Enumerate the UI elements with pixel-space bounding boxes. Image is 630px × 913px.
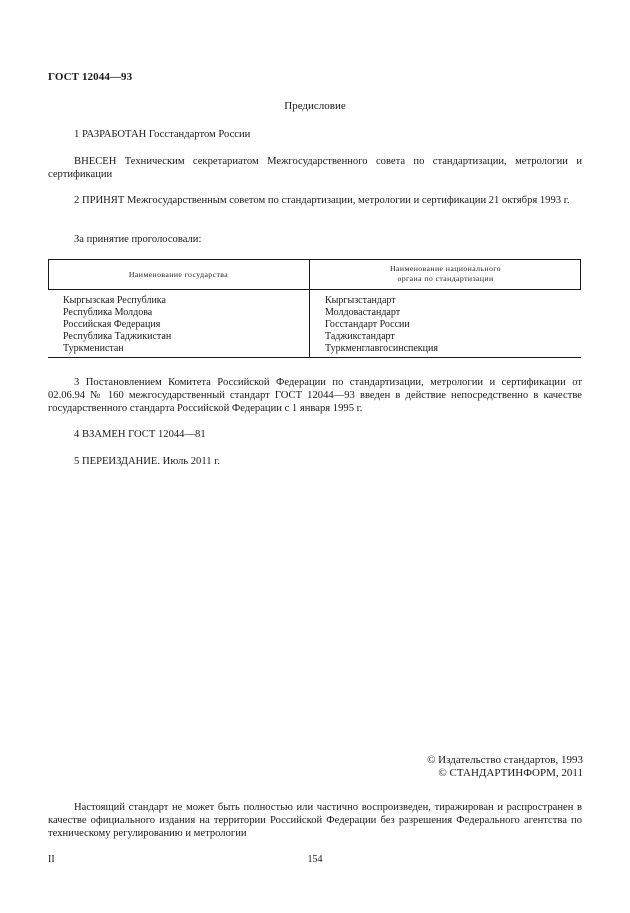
copyright-standartinform: © СТАНДАРТИНФОРМ, 2011: [438, 767, 583, 779]
item-enacted: 3 Постановлением Комитета Российской Федерации по стандартизации, метрологии и сертификации от 02.06.94 № 160 межгосударственный стандарт ГОСТ 12044—93 введен в действие непосредственно в качестве государственного стандарта Российской Федерации с 1 января 1995 г.: [48, 377, 582, 414]
item-replaces: 4 ВЗАМЕН ГОСТ 12044—81: [74, 429, 206, 440]
table-cell-state: Республика Таджикистан: [63, 331, 172, 342]
table-cell-body: Таджикстандарт: [325, 331, 395, 342]
column-header-body-line2: органа по стандартизации: [397, 274, 494, 283]
vote-intro: За принятие проголосовали:: [74, 234, 202, 245]
item-submitted: ВНЕСЕН Техническим секретариатом Межгосударственного совета по стандартизации, метрологии и сертификации: [48, 156, 582, 180]
table-cell-body: Молдовастандарт: [325, 307, 401, 318]
foreword-title: Предисловие: [284, 100, 346, 112]
column-header-body-line1: Наименование национального: [390, 264, 501, 273]
roman-page-number: II: [48, 854, 55, 865]
page-number: 154: [307, 854, 323, 865]
reproduction-notice: Настоящий стандарт не может быть полностью или частично воспроизведен, тиражирован и распространен в качестве официального издания на территории Российской Федерации без разрешения Федерального агентства по техническому регулированию и метрологии: [48, 802, 582, 839]
table-bottom-border: [48, 357, 581, 358]
column-header-state: Наименование государства: [128, 270, 229, 279]
table-cell-body: Кыргызстандарт: [325, 295, 396, 306]
copyright-publisher: © Издательство стандартов, 1993: [427, 754, 583, 766]
table-cell-body: Туркменглавгосинспекция: [325, 343, 438, 354]
item-adopted: 2 ПРИНЯТ Межгосударственным советом по стандартизации, метрологии и сертификации 21 октября 1993 г.: [74, 195, 570, 206]
table-cell-body: Госстандарт России: [325, 319, 410, 330]
item-developed: 1 РАЗРАБОТАН Госстандартом России: [74, 129, 251, 140]
document-code: ГОСТ 12044—93: [48, 71, 133, 83]
table-cell-state: Туркменистан: [63, 343, 124, 354]
table-cell-state: Республика Молдова: [63, 307, 153, 318]
item-reissue: 5 ПЕРЕИЗДАНИЕ. Июль 2011 г.: [74, 456, 220, 467]
column-header-body: [310, 264, 581, 284]
table-cell-state: Кыргызская Республика: [63, 295, 166, 306]
table-cell-state: Российская Федерация: [63, 319, 161, 330]
